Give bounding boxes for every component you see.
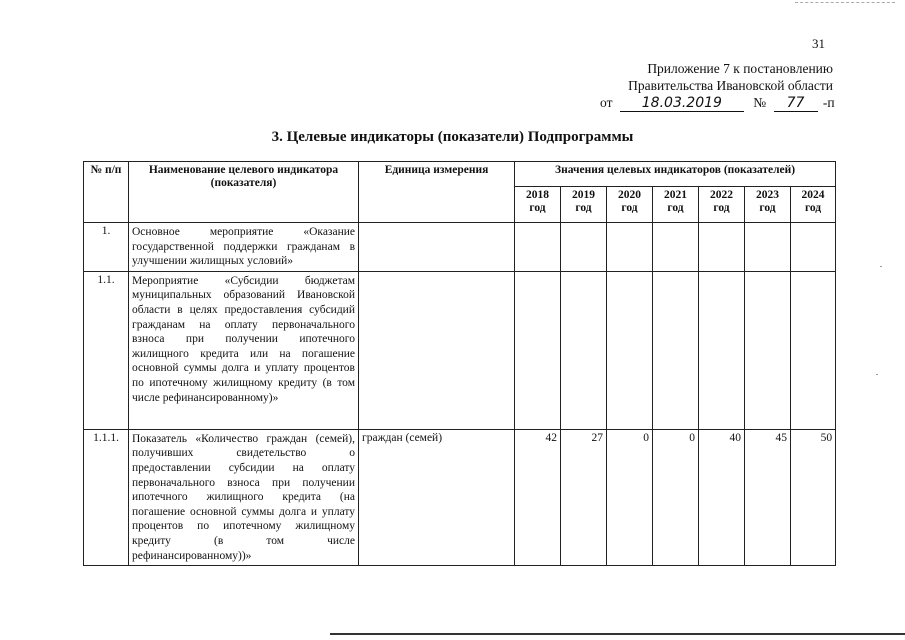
annex-line-2: Правительства Ивановской области [628,78,833,93]
row-value: 27 [561,429,607,565]
row-value [653,271,699,429]
decree-reference [600,95,835,112]
row-value [607,271,653,429]
row-unit [359,271,515,429]
header-year: 2018 год [515,187,561,223]
row-unit [359,223,515,272]
row-value: 45 [745,429,791,565]
decree-number-label: № [753,95,767,110]
row-value: 42 [515,429,561,565]
header-name: Наименование целевого индикатора (показателя) [129,162,359,223]
row-value [745,271,791,429]
row-value: 50 [791,429,836,565]
row-value: 0 [653,429,699,565]
header-unit: Единица измерения [359,162,515,223]
header-year: 2021 год [653,187,699,223]
row-name: Основное мероприятие «Оказание государственной поддержки гражданам в улучшении жилищных условий» [129,223,359,272]
row-value [561,223,607,272]
row-value [791,271,836,429]
row-value [791,223,836,272]
row-value [699,271,745,429]
row-value [515,223,561,272]
scan-bottom-edge [330,633,905,635]
header-year: 2022 год [699,187,745,223]
scan-speck [880,266,882,267]
scan-edge-mark [795,2,895,3]
section-title: 3. Целевые индикаторы (показатели) Подпрограммы [271,129,634,145]
row-value: 40 [699,429,745,565]
header-year: 2024 год [791,187,836,223]
table-row [84,223,836,272]
header-year: 2019 год [561,187,607,223]
header-values: Значения целевых индикаторов (показателей) [515,162,836,187]
table-row [84,429,836,565]
decree-date: 18.03.2019 [620,96,744,112]
row-value [653,223,699,272]
decree-prefix: от [600,95,613,110]
row-value [561,271,607,429]
row-value [699,223,745,272]
decree-number: 77 [774,96,818,112]
page-number: 31 [812,36,825,51]
row-name: Показатель «Количество граждан (семей), получивших свидетельство о предоставлении субсидии на оплату первоначального взноса при получении ипотечного жилищного кредита (на погашение основной суммы долга и уплату процентов по ипотечному жилищному кредиту (в том числе рефинансированному))» [129,429,359,565]
header-row [84,162,836,187]
table-row [84,271,836,429]
decree-suffix: -п [822,95,835,110]
row-num: 1.1. [84,271,129,429]
row-value [745,223,791,272]
scan-speck [876,374,878,375]
annex-header [628,60,833,94]
header-year: 2023 год [745,187,791,223]
row-unit: граждан (семей) [359,429,515,565]
header-num: № п/п [84,162,129,223]
row-num: 1.1.1. [84,429,129,565]
indicators-table [83,161,836,566]
row-value [607,223,653,272]
annex-line-1: Приложение 7 к постановлению [647,61,833,76]
row-name: Мероприятие «Субсидии бюджетам муниципальных образований Ивановской области в целях предоставления субсидий гражданам на оплату первоначального взноса при получении ипотечного жилищного кредита или на погашение основной суммы долга и уплату процентов по ипотечному жилищному кредиту (в том числе рефинансированному)» [129,271,359,429]
row-value [515,271,561,429]
header-year: 2020 год [607,187,653,223]
row-num: 1. [84,223,129,272]
row-value: 0 [607,429,653,565]
